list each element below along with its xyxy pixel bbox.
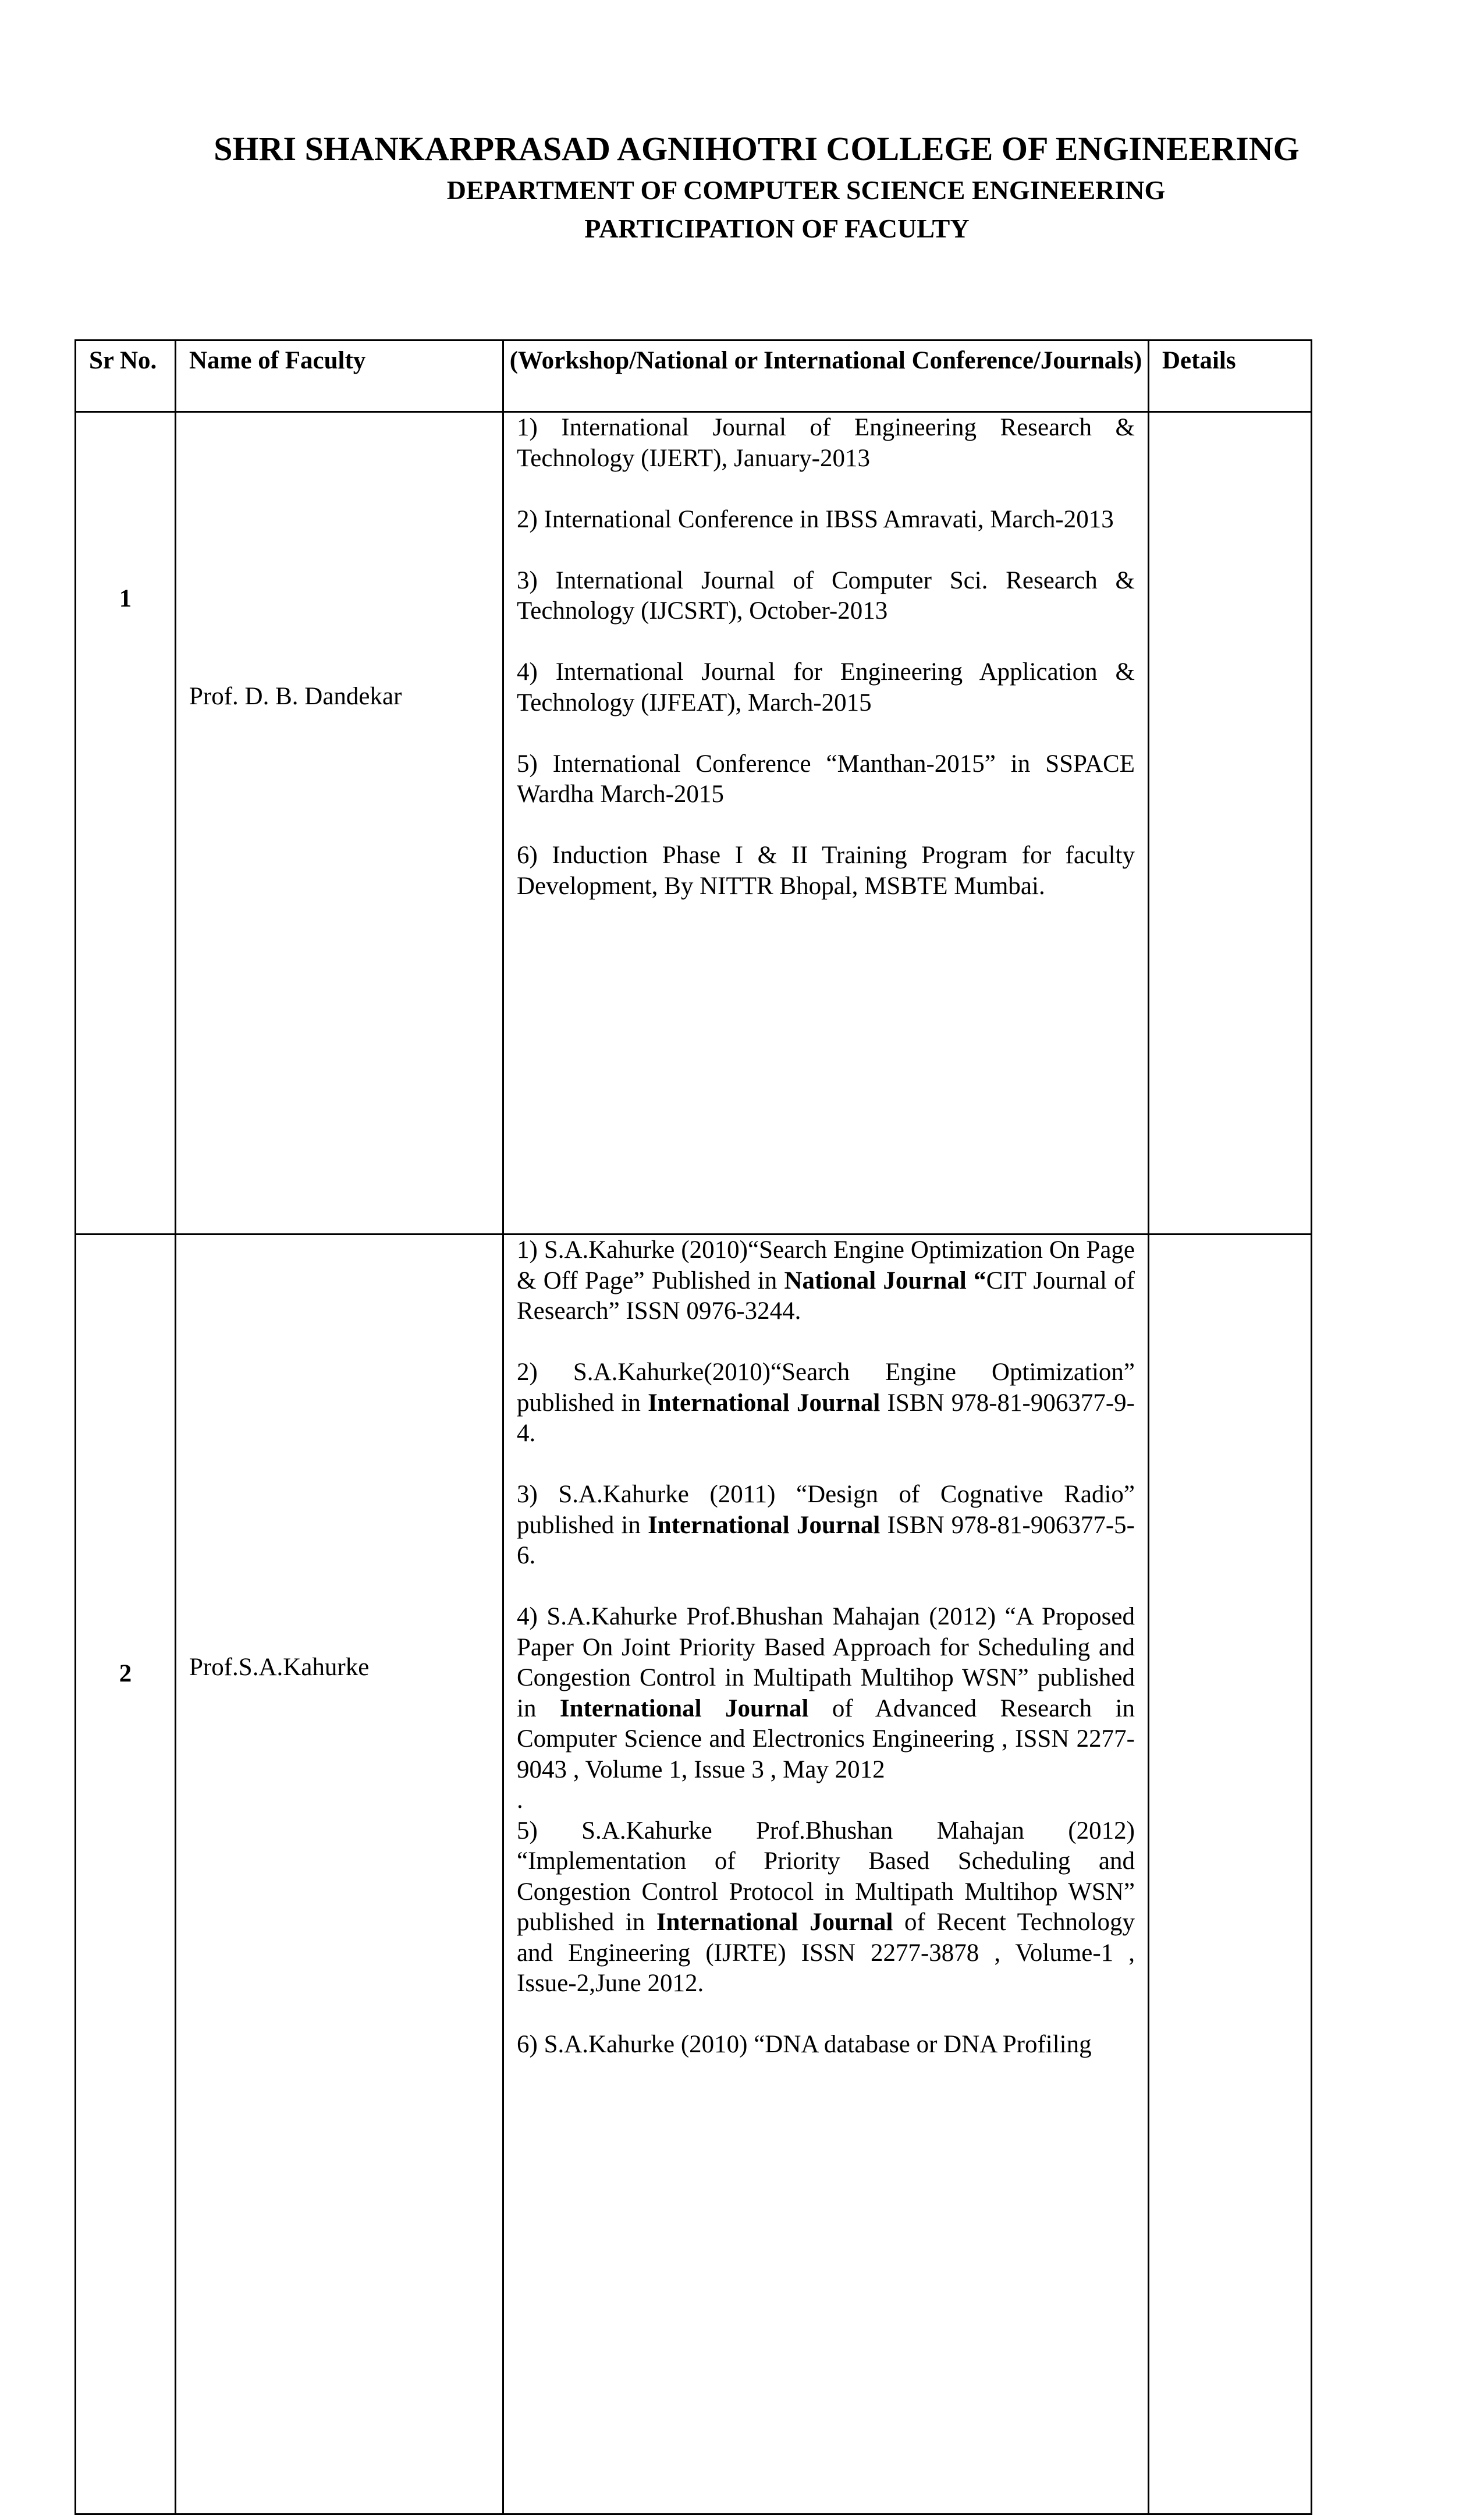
table-header-row (76, 340, 1312, 412)
activity-entry: 5) International Conference “Manthan-2015” in SSPACE Wardha March-2015 (517, 750, 1135, 808)
header-activity: (Workshop/National or International Conference/Journals) (503, 340, 1149, 412)
sr-number: 1 (76, 412, 176, 1235)
faculty-name: Prof. D. B. Dandekar (176, 412, 503, 1235)
activity-entry: 6) Induction Phase I & II Training Program for faculty Development, By NITTR Bhopal, MSBTE Mumbai. (517, 842, 1135, 900)
table-row (76, 1235, 1312, 2514)
table-row (76, 412, 1312, 1235)
header-name-of-faculty: Name of Faculty (176, 340, 503, 412)
activity-list (503, 412, 1149, 1235)
activity-list (503, 1235, 1149, 2514)
publication-entry: 1) S.A.Kahurke (2010)“Search Engine Optimization On Page & Off Page” Published in National Journal “CIT Journal of Research” ISSN 0976-3244. (517, 1236, 1135, 1325)
publication-entry: 2) S.A.Kahurke(2010)“Search Engine Optimization” published in International Journal ISBN 978-81-906377-9-4. (517, 1358, 1135, 1447)
publication-entry: 5) S.A.Kahurke Prof.Bhushan Mahajan (2012) “Implementation of Priority Based Scheduling and Congestion Control Protocol in Multipath Multihop WSN” published in International Journal of Recent Technology and Engineering (IJRTE) ISSN 2277-3878 , Volume-1 , Issue-2,June 2012. (517, 1817, 1135, 1997)
faculty-participation-table (74, 339, 1312, 2515)
header-sr-no: Sr No. (76, 340, 176, 412)
activity-entry: 4) International Journal for Engineering Application & Technology (IJFEAT), March-2015 (517, 658, 1135, 716)
faculty-name: Prof.S.A.Kahurke (176, 1235, 503, 2514)
activity-entry: 3) International Journal of Computer Sci. Research & Technology (IJCSRT), October-2013 (517, 566, 1135, 625)
document-subject: PARTICIPATION OF FACULTY (584, 214, 970, 243)
publication-separator: . (517, 1786, 523, 1814)
college-title: SHRI SHANKARPRASAD AGNIHOTRI COLLEGE OF ENGINEERING (214, 130, 1300, 168)
activity-entry: 2) International Conference in IBSS Amravati, March-2013 (517, 505, 1114, 533)
details-cell (1149, 412, 1312, 1235)
department-title: DEPARTMENT OF COMPUTER SCIENCE ENGINEERING (446, 175, 1166, 205)
details-cell (1149, 1235, 1312, 2514)
sr-number: 2 (76, 1235, 176, 2514)
activity-entry: 1) International Journal of Engineering Research & Technology (IJERT), January-2013 (517, 414, 1135, 472)
publication-entry: 3) S.A.Kahurke (2011) “Design of Cognative Radio” published in International Journal ISBN 978-81-906377-5-6. (517, 1481, 1135, 1569)
header-details: Details (1149, 340, 1312, 412)
publication-entry: 6) S.A.Kahurke (2010) “DNA database or DNA Profiling (517, 2031, 1092, 2058)
publication-entry: 4) S.A.Kahurke Prof.Bhushan Mahajan (2012) “A Proposed Paper On Joint Priority Based Approach for Scheduling and Congestion Control in Multipath Multihop WSN” published in International Journal of Advanced Research in Computer Science and Electronics Engineering , ISSN 2277-9043 , Volume 1, Issue 3 , May 2012 (517, 1603, 1135, 1783)
